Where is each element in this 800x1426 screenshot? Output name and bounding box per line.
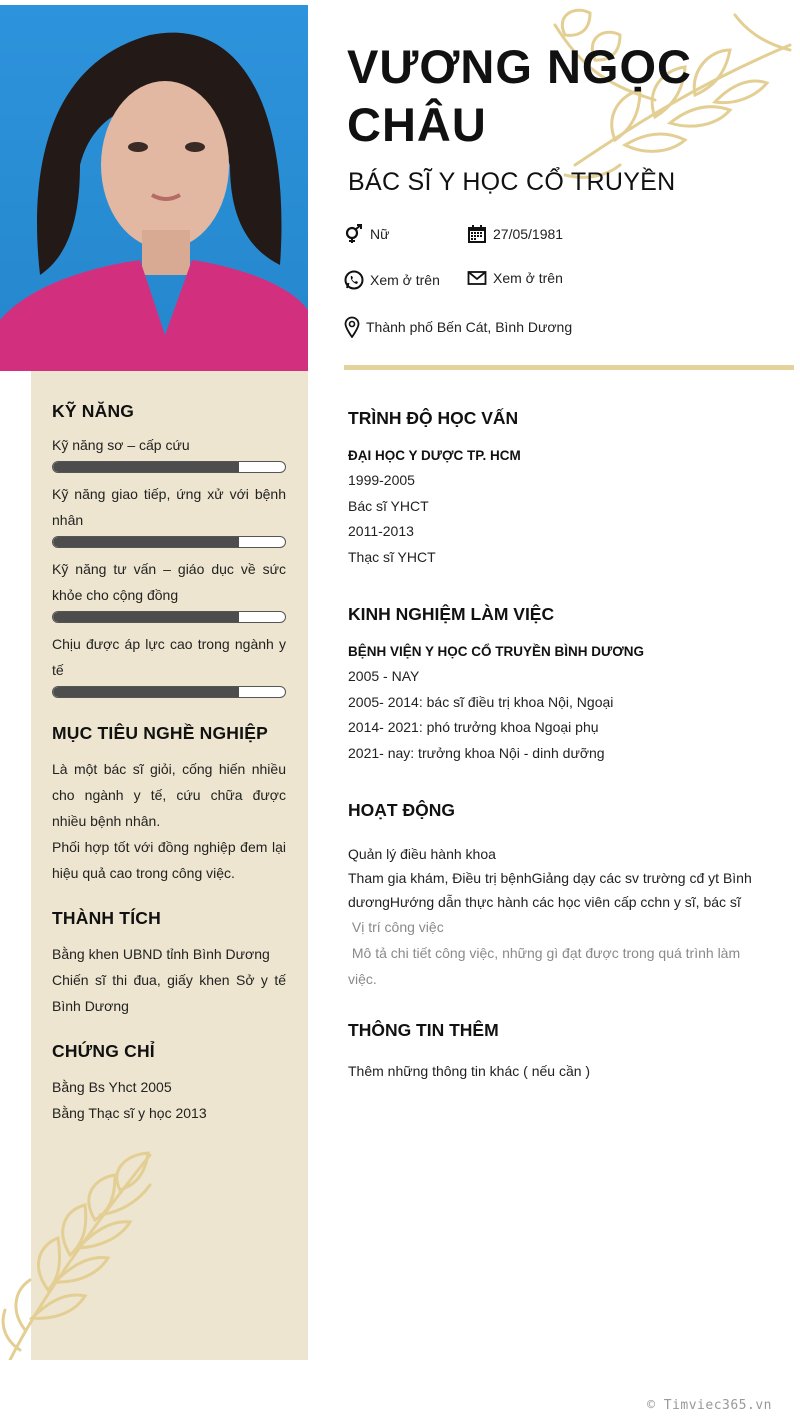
skill-name: Chịu được áp lực cao trong ngành y tế: [52, 636, 286, 678]
phone-icon: [344, 270, 364, 290]
skill-level-fill: [53, 462, 239, 472]
activities-title: HOẠT ĐỘNG: [348, 800, 455, 820]
activity-line: Quản lý điều hành khoa: [348, 846, 496, 862]
mail-icon: [467, 268, 487, 288]
experience-line: 2021- nay: trưởng khoa Nội - dinh dưỡng: [348, 744, 605, 761]
education-line: Bác sĩ YHCT: [348, 497, 429, 514]
objective-line: Là một bác sĩ giỏi, cống hiến nhiều cho ngành y tế, cứu chữa được nhiều bệnh nhân.: [52, 761, 286, 829]
skill-level-fill: [53, 537, 239, 547]
activity-line: Tham gia khám, Điều trị bệnhGiảng dạy các sv trường cđ yt Bình dươngHướng dẫn thực hành các học viên cấp cchn y sĩ, bác sĩ: [348, 870, 752, 910]
award-line: Bằng khen UBND tỉnh Bình Dương: [52, 946, 270, 962]
gender-value: Nữ: [370, 226, 390, 242]
dob-info: [467, 224, 563, 244]
activity-placeholder: Vị trí công việc: [348, 919, 444, 935]
email-value: Xem ở trên: [493, 270, 563, 286]
location-icon: [344, 316, 360, 338]
skill-level-bar: [52, 461, 286, 473]
certs-section: [52, 1041, 286, 1126]
experience-org: BỆNH VIỆN Y HỌC CỔ TRUYỀN BÌNH DƯƠNG: [348, 644, 644, 659]
skill-name: Kỹ năng sơ – cấp cứu: [52, 437, 190, 453]
skill-level-bar: [52, 536, 286, 548]
education-section: [348, 408, 768, 570]
awards-title: THÀNH TÍCH: [52, 908, 161, 928]
watermark: © Timviec365.vn: [647, 1398, 772, 1413]
activity-placeholder: Mô tả chi tiết công việc, những gì đạt được trong quá trình làm việc.: [348, 945, 745, 987]
header-divider: [344, 365, 794, 370]
cert-line: Bằng Thạc sĩ y học 2013: [52, 1105, 207, 1121]
objective-section: [52, 723, 286, 886]
skill-level-fill: [53, 687, 239, 697]
objective-title: MỤC TIÊU NGHỀ NGHIỆP: [52, 723, 268, 743]
education-line: 1999-2005: [348, 472, 415, 488]
address-info: [344, 316, 572, 338]
experience-line: 2014- 2021: phó trưởng khoa Ngoại phụ: [348, 719, 599, 735]
phone-value: Xem ở trên: [370, 272, 440, 288]
education-title: TRÌNH ĐỘ HỌC VẤN: [348, 408, 519, 428]
skill-level-bar: [52, 611, 286, 623]
awards-section: [52, 908, 286, 1019]
skills-list: [52, 432, 286, 698]
cert-line: Bằng Bs Yhct 2005: [52, 1079, 172, 1095]
experience-line: 2005- 2014: bác sĩ điều trị khoa Nội, Ngoại: [348, 693, 614, 710]
leaf-decoration-bottom: [0, 1150, 160, 1360]
dob-value: 27/05/1981: [493, 226, 564, 242]
profile-photo: [0, 5, 308, 371]
certs-title: CHỨNG CHỈ: [52, 1041, 155, 1061]
address-value: Thành phố Bến Cát, Bình Dương: [366, 319, 573, 335]
award-line: Chiến sĩ thi đua, giấy khen Sở y tế Bình Dương: [52, 972, 286, 1014]
candidate-name: VƯƠNG NGỌC CHÂU: [347, 40, 692, 151]
activities-section: [348, 800, 768, 992]
experience-line: 2005 - NAY: [348, 668, 420, 684]
experience-section: [348, 604, 768, 766]
skill-name: Kỹ năng tư vấn – giáo dục về sức khỏe cho cộng đồng: [52, 561, 286, 603]
objective-line: Phối hợp tốt với đồng nghiệp đem lại hiệu quả cao trong công việc.: [52, 839, 286, 881]
skill-level-fill: [53, 612, 239, 622]
skills-title: KỸ NĂNG: [52, 401, 135, 421]
job-title: BÁC SĨ Y HỌC CỔ TRUYỀN: [348, 168, 676, 196]
education-line: Thạc sĩ YHCT: [348, 548, 436, 565]
calendar-icon: [467, 224, 487, 244]
gender-icon: [344, 224, 364, 244]
education-line: 2011-2013: [348, 523, 414, 539]
skills-section: [52, 401, 286, 698]
extra-line: Thêm những thông tin khác ( nếu cần ): [348, 1063, 591, 1079]
experience-title: KINH NGHIỆM LÀM VIỆC: [348, 604, 555, 624]
phone-info: [344, 270, 440, 290]
extra-section: [348, 1020, 768, 1085]
extra-title: THÔNG TIN THÊM: [348, 1020, 499, 1040]
education-org: ĐẠI HỌC Y DƯỢC TP. HCM: [348, 448, 521, 463]
skill-level-bar: [52, 686, 286, 698]
gender-info: [344, 224, 389, 244]
email-info: [467, 268, 563, 288]
skill-name: Kỹ năng giao tiếp, ứng xử với bệnh nhân: [52, 486, 286, 528]
